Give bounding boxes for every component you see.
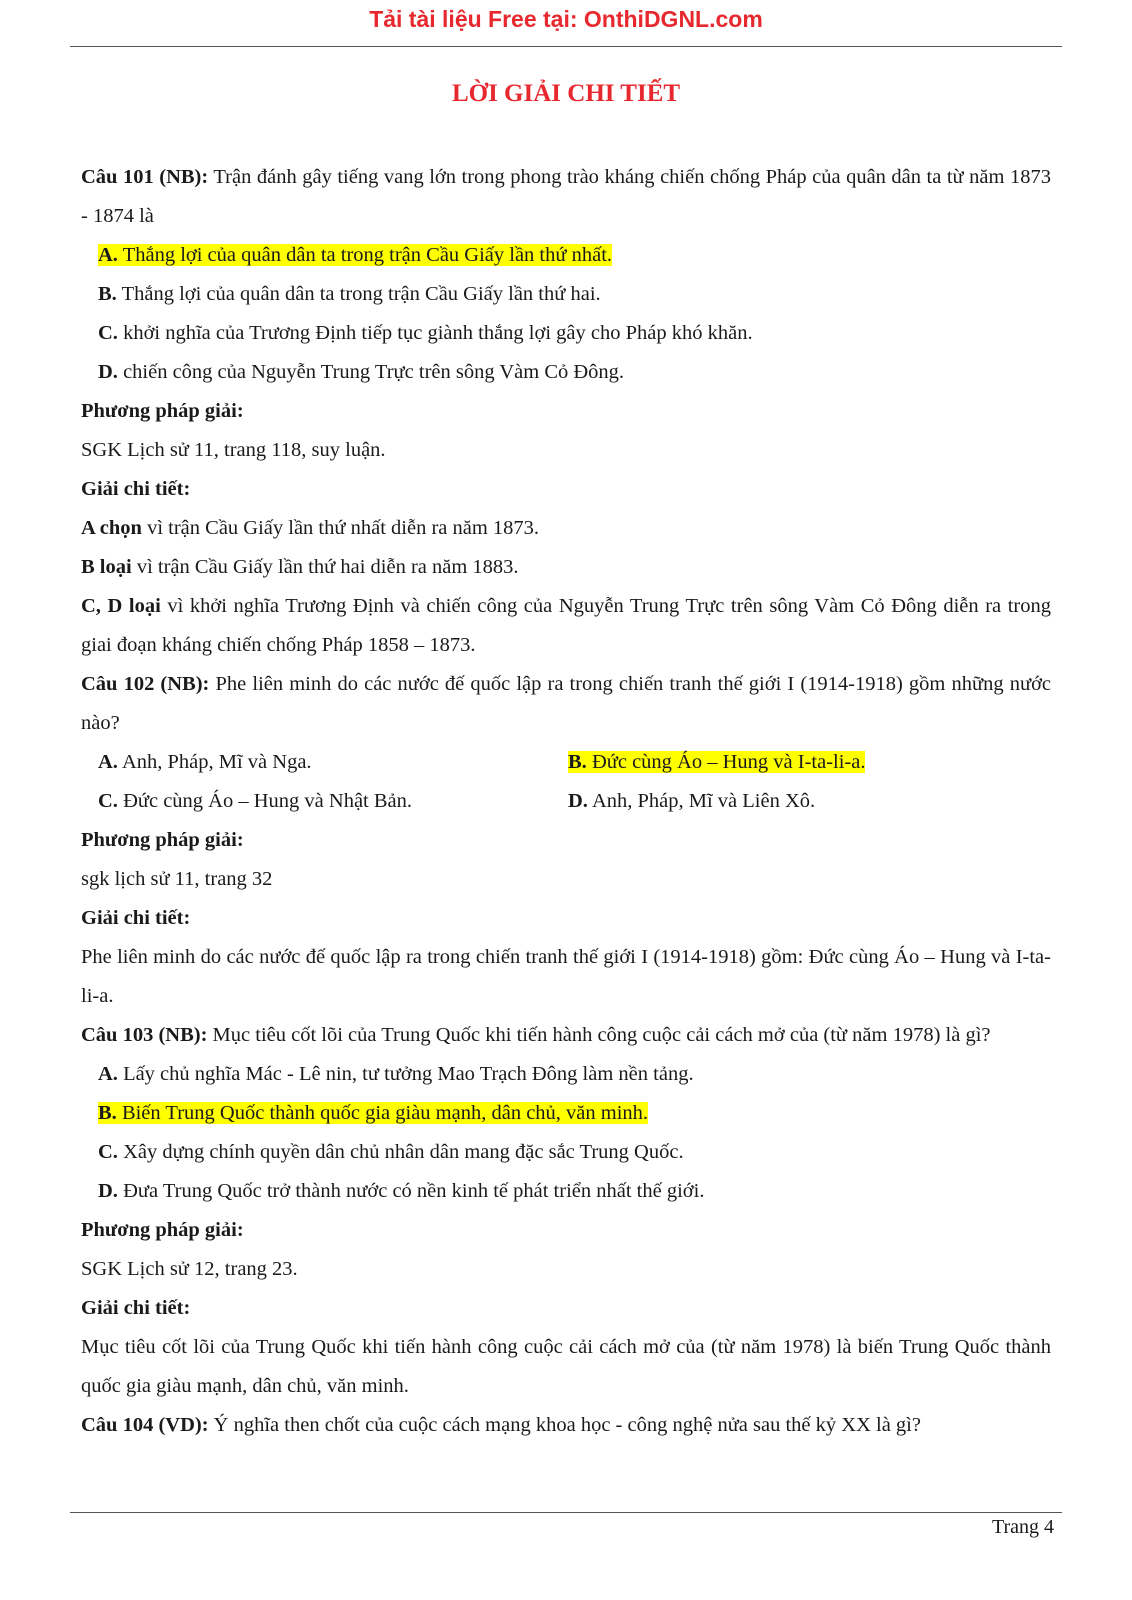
method-label: Phương pháp giải: [81, 1219, 244, 1241]
page-number: Trang 4 [991, 1516, 1054, 1538]
option-c [81, 782, 568, 821]
option-key: D. [98, 1180, 118, 1202]
option-text: Thắng lợi của quân dân ta trong trận Cầu Giấy lần thứ hai. [121, 283, 601, 305]
site-header: Tải tài liệu Free tại: OnthiDGNL.com [369, 6, 763, 32]
option-key: B. [98, 1102, 117, 1124]
option-d [568, 782, 1051, 821]
option-text: Anh, Pháp, Mĩ và Liên Xô. [591, 790, 816, 812]
header-divider [70, 46, 1062, 47]
option-key: D. [98, 361, 118, 383]
method-heading [81, 1211, 1051, 1250]
detail-text: Phe liên minh do các nước đế quốc lập ra trong chiến tranh thế giới I (1914-1918) gồm: Đức cùng Áo – Hung và I-ta-li-a. [81, 946, 1051, 1007]
option-key: C. [98, 322, 118, 344]
detail-heading [81, 899, 1051, 938]
detail-label: Giải chi tiết: [81, 478, 191, 500]
detail-line [81, 509, 1051, 548]
detail-verdict: A chọn [81, 517, 142, 539]
detail-verdict: B loại [81, 556, 132, 578]
detail-heading [81, 470, 1051, 509]
question-text: Phe liên minh do các nước đế quốc lập ra trong chiến tranh thế giới I (1914-1918) gồm những nước nào? [81, 673, 1052, 734]
method-label: Phương pháp giải: [81, 400, 244, 422]
option-key: D. [568, 790, 588, 812]
method-heading [81, 821, 1051, 860]
question-103 [81, 1016, 1051, 1055]
option-b [81, 1094, 1051, 1133]
document-body [81, 158, 1051, 1445]
option-text: Đức cùng Áo – Hung và I-ta-li-a. [591, 751, 866, 773]
option-c [81, 314, 1051, 353]
option-key: C. [98, 1141, 118, 1163]
option-text: Thắng lợi của quân dân ta trong trận Cầu Giấy lần thứ nhất. [122, 244, 613, 266]
question-101 [81, 158, 1051, 236]
question-label: Câu 104 (VD): [81, 1414, 209, 1436]
option-key: B. [98, 283, 117, 305]
option-text: Đưa Trung Quốc trở thành nước có nền kinh tế phát triển nhất thế giới. [123, 1180, 705, 1202]
detail-line [81, 548, 1051, 587]
question-text: Ý nghĩa then chốt của cuộc cách mạng khoa học - công nghệ nửa sau thế kỷ XX là gì? [213, 1414, 921, 1436]
correct-answer-highlight [568, 751, 865, 773]
question-label: Câu 102 (NB): [81, 673, 210, 695]
correct-answer-highlight [98, 1102, 648, 1124]
page-title: LỜI GIẢI CHI TIẾT [451, 80, 681, 107]
option-a [81, 1055, 1051, 1094]
option-key: B. [568, 751, 587, 773]
footer-divider [70, 1512, 1062, 1513]
detail-line [81, 587, 1051, 665]
detail-text: vì trận Cầu Giấy lần thứ nhất diễn ra năm 1873. [141, 517, 540, 539]
question-text: Trận đánh gây tiếng vang lớn trong phong trào kháng chiến chống Pháp của quân dân ta từ năm 1873 - 1874 là [81, 166, 1051, 227]
question-label: Câu 103 (NB): [81, 1024, 208, 1046]
option-text: chiến công của Nguyễn Trung Trực trên sông Vàm Cỏ Đông. [123, 361, 625, 383]
detail-text: vì trận Cầu Giấy lần thứ hai diễn ra năm 1883. [131, 556, 519, 578]
option-text: Lấy chủ nghĩa Mác - Lê nin, tư tưởng Mao Trạch Đông làm nền tảng. [123, 1063, 694, 1085]
option-key: A. [98, 1063, 118, 1085]
options-row [81, 743, 1051, 782]
options-row [81, 782, 1051, 821]
method-text: SGK Lịch sử 11, trang 118, suy luận. [81, 439, 386, 461]
option-text: Đức cùng Áo – Hung và Nhật Bản. [123, 790, 413, 812]
option-b [568, 743, 1051, 782]
question-text: Mục tiêu cốt lõi của Trung Quốc khi tiến hành công cuộc cải cách mở của (từ năm 1978) là gì? [212, 1024, 991, 1046]
detail-label: Giải chi tiết: [81, 1297, 191, 1319]
question-label: Câu 101 (NB): [81, 166, 209, 188]
method-label: Phương pháp giải: [81, 829, 244, 851]
detail-label: Giải chi tiết: [81, 907, 191, 929]
option-c [81, 1133, 1051, 1172]
option-text: Biến Trung Quốc thành quốc gia giàu mạnh, dân chủ, văn minh. [121, 1102, 649, 1124]
option-key: C. [98, 790, 118, 812]
option-text: Xây dựng chính quyền dân chủ nhân dân mang đặc sắc Trung Quốc. [123, 1141, 684, 1163]
detail-verdict: C, D loại [81, 595, 161, 617]
option-key: A. [98, 751, 118, 773]
option-a [81, 236, 1051, 275]
option-text: Anh, Pháp, Mĩ và Nga. [121, 751, 312, 773]
detail-text: vì khởi nghĩa Trương Định và chiến công của Nguyễn Trung Trực trên sông Vàm Cỏ Đông diễn ra trong giai đoạn kháng chiến chống Pháp 1858 – 1873. [81, 595, 1052, 656]
correct-answer-highlight [98, 244, 612, 266]
question-102 [81, 665, 1051, 743]
detail-heading [81, 1289, 1051, 1328]
method-text: sgk lịch sử 11, trang 32 [81, 868, 273, 890]
method-heading [81, 392, 1051, 431]
option-a [81, 743, 568, 782]
option-d [81, 1172, 1051, 1211]
option-d [81, 353, 1051, 392]
question-104 [81, 1406, 1051, 1445]
detail-text: Mục tiêu cốt lõi của Trung Quốc khi tiến hành công cuộc cải cách mở của (từ năm 1978) là biến Trung Quốc thành quốc gia giàu mạnh, dân chủ, văn minh. [81, 1336, 1051, 1397]
option-key: A. [98, 244, 118, 266]
option-text: khởi nghĩa của Trương Định tiếp tục giành thắng lợi gây cho Pháp khó khăn. [123, 322, 753, 344]
method-text: SGK Lịch sử 12, trang 23. [81, 1258, 298, 1280]
option-b [81, 275, 1051, 314]
